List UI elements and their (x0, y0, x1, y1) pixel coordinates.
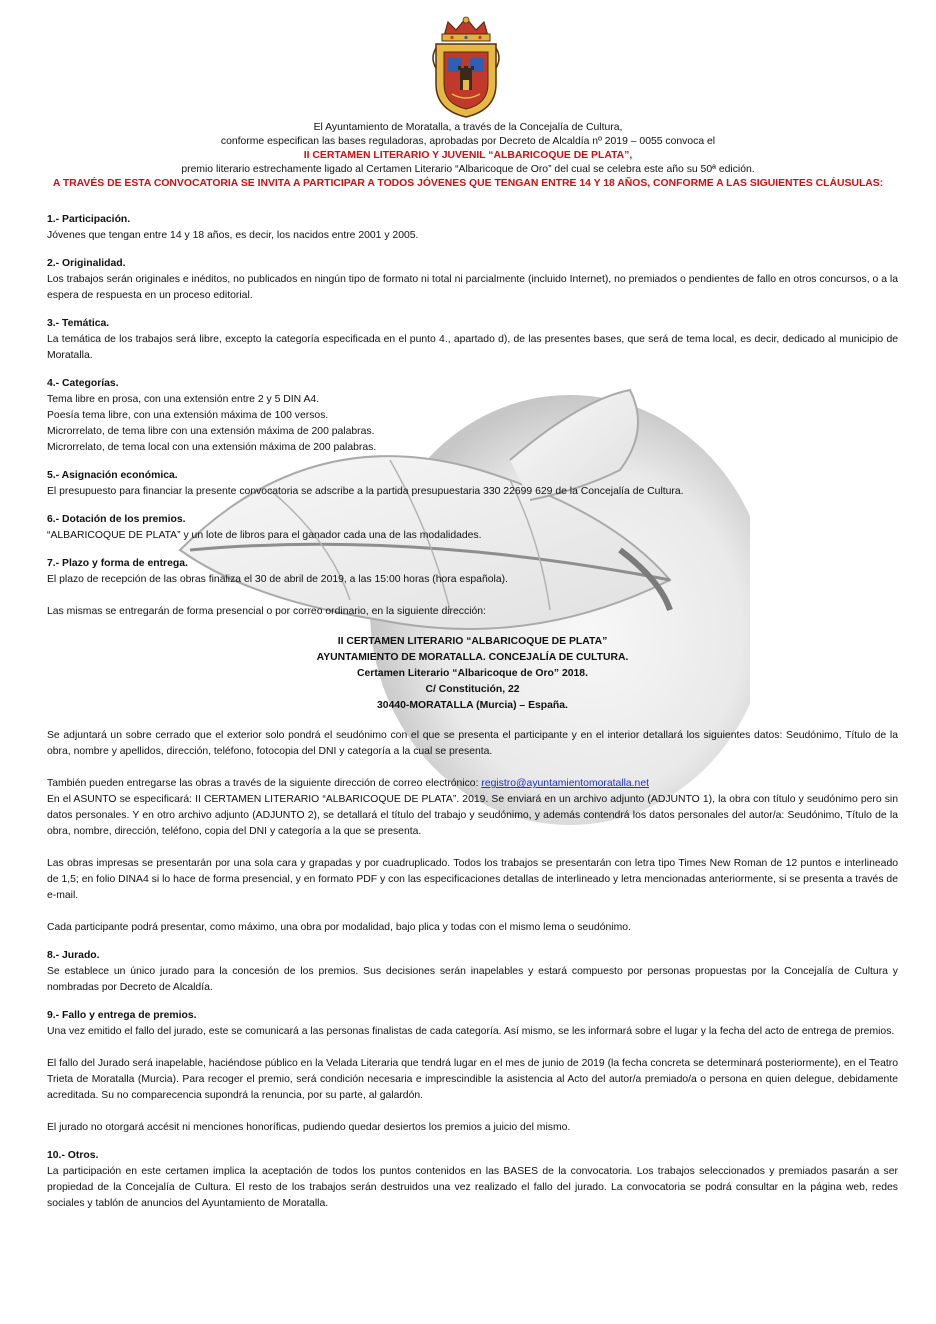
section-text: El jurado no otorgará accésit ni menciones honoríficas, pudiendo quedar desiertos los premios a juicio del mismo. (47, 1122, 571, 1133)
document-body (47, 212, 898, 1212)
section-title: 6.- Dotación de los premios. (47, 514, 186, 525)
address-line: AYUNTAMIENTO DE MORATALLA. CONCEJALÍA DE CULTURA. (316, 652, 629, 663)
document-header (0, 121, 936, 191)
section-title: 5.- Asignación económica. (47, 470, 178, 481)
email-intro: También pueden entregarse las obras a través de la siguiente dirección de correo electrónico: (47, 778, 479, 789)
address-line: C/ Constitución, 22 (425, 684, 520, 695)
email-link[interactable]: registro@ayuntamientomoratalla.net (481, 778, 650, 789)
section-text: Una vez emitido el fallo del jurado, este se comunicará a las personas finalistas de cada categoría. Así mismo, se les informará sobre el lugar y la fecha del acto de entrega de premios. (47, 1026, 895, 1037)
category-list (47, 392, 898, 456)
header-line-1: El Ayuntamiento de Moratalla, a través de la Concejalía de Cultura, (313, 122, 623, 133)
section-title: 10.- Otros. (47, 1150, 99, 1161)
section-text: El fallo del Jurado será inapelable, haciéndose público en la Velada Literaria que tendrá lugar en el mes de junio de 2019 (la fecha concreta se determinará posteriormente), en el Teatro Trieta de Moratalla (Murcia). Para recoger el premio, será condición necesaria e imprescindible la asistencia al Acto del autor/a premiado/a o persona en quien delegue, debidamente acreditada. Su no comparecencia supondrá la renuncia, por su parte, al galardón. (47, 1058, 898, 1101)
section-text: Se establece un único jurado para la concesión de los premios. Sus decisiones serán inapelables y estará compuesto por personas propuestas por la Concejalía de Cultura y nombradas por Decreto de Alcaldía. (47, 966, 898, 993)
header-line-2: conforme especifican las bases reguladoras, aprobadas por Decreto de Alcaldía nº 2019 – 0055 convoca el (220, 136, 716, 147)
section-title: 2.- Originalidad. (47, 258, 126, 269)
section-title: 4.- Categorías. (47, 378, 119, 389)
invitation-banner: A TRAVÉS DE ESTA CONVOCATORIA SE INVITA A PARTICIPAR A TODOS JÓVENES QUE TENGAN ENTRE 14 Y 18 AÑOS, CONFORME A LAS SIGUIENTES CLÁUSULAS: (52, 178, 884, 189)
section-text: El presupuesto para financiar la presente convocatoria se adscribe a la partida presupuestaria 330 22699 629 de la Concejalía de Cultura. (47, 486, 684, 497)
section-title: 7.- Plazo y forma de entrega. (47, 558, 188, 569)
coat-of-arms-icon (430, 14, 502, 120)
address-line: II CERTAMEN LITERARIO “ALBARICOQUE DE PLATA” (337, 636, 608, 647)
address-line: Certamen Literario “Albaricoque de Oro” 2018. (357, 668, 588, 679)
postal-address (47, 634, 898, 714)
section-text: Jóvenes que tengan entre 14 y 18 años, es decir, los nacidos entre 2001 y 2005. (47, 230, 419, 241)
list-item: Tema libre en prosa, con una extensión entre 2 y 5 DIN A4. (47, 394, 320, 405)
section-text: Se adjuntará un sobre cerrado que el exterior solo pondrá el seudónimo con el que se presenta el participante y en el interior detallará los siguientes datos: Seudónimo, Título de la obra, nombre y apellidos, dirección, teléfono, fotocopia del DNI y categoría a la cual se presenta. (47, 730, 898, 757)
section-text: Las obras impresas se presentarán por una sola cara y grapadas y por cuadruplicado. Todos los trabajos se presentarán con letra tipo Times New Roman de 12 puntos e interlineado de 1,5; en folio DINA4 si lo hace de forma presencial, y en formato PDF y con las especificaciones detallas de interlineado y letra mencionadas anteriormente, si se presenta a través de e-mail. (47, 858, 898, 901)
list-item: Poesía tema libre, con una extensión máxima de 100 versos. (47, 410, 329, 421)
section-text: Los trabajos serán originales e inéditos, no publicados en ningún tipo de formato ni total ni parcialmente (incluido Internet), no premiados o pendientes de fallo en otros concursos, o a la espera de respuesta en un proceso editorial. (47, 274, 898, 301)
list-item: Microrrelato, de tema libre con una extensión máxima de 200 palabras. (47, 426, 375, 437)
section-text: Las mismas se entregarán de forma presencial o por correo ordinario, en la siguiente dirección: (47, 606, 486, 617)
section-text: En el ASUNTO se especificará: II CERTAMEN LITERARIO “ALBARICOQUE DE PLATA”. 2019. Se enviará en un archivo adjunto (ADJUNTO 1), la obra con título y seudónimo pero sin datos personales. Y en otro archivo adjunto (ADJUNTO 2), se detallará el título del trabajo y seudónimo, y además contendrá los datos personales del autor/a: Seudónimo, Título de la obra, nombre, dirección, teléfono, copia del DNI y categoría a la que se presenta. (47, 794, 898, 837)
section-title: 8.- Jurado. (47, 950, 100, 961)
header-line-4: premio literario estrechamente ligado al Certamen Literario “Albaricoque de Oro” del cual se celebra este año su 50ª edición. (181, 164, 755, 175)
certamen-title: II CERTAMEN LITERARIO Y JUVENIL “ALBARICOQUE DE PLATA”, (303, 150, 633, 161)
list-item: Microrrelato, de tema local con una extensión máxima de 200 palabras. (47, 442, 377, 453)
section-title: 1.- Participación. (47, 214, 131, 225)
section-title: 9.- Fallo y entrega de premios. (47, 1010, 197, 1021)
section-text: La participación en este certamen implica la aceptación de todos los puntos contenidos en las BASES de la convocatoria. Los trabajos seleccionados y premiados pasarán a ser propiedad de la Concejalía de Cultura. El resto de los trabajos serán destruidos una vez realizado el fallo del jurado. La convocatoria se podrá consultar en la página web, redes sociales y tablón de anuncios del Ayuntamiento de Moratalla. (47, 1166, 898, 1209)
email-paragraph (47, 776, 898, 840)
section-title: 3.- Temática. (47, 318, 110, 329)
address-line: 30440-MORATALLA (Murcia) – España. (377, 700, 568, 711)
section-text: La temática de los trabajos será libre, excepto la categoría especificada en el punto 4., apartado d), de las presentes bases, que será de tema local, es decir, dedicado al municipio de Moratalla. (47, 334, 898, 361)
section-text: Cada participante podrá presentar, como máximo, una obra por modalidad, bajo plica y todas con el mismo lema o seudónimo. (47, 922, 631, 933)
section-text: El plazo de recepción de las obras finaliza el 30 de abril de 2019, a las 15:00 horas (hora española). (47, 574, 508, 585)
section-text: “ALBARICOQUE DE PLATA” y un lote de libros para el ganador cada una de las modalidades. (47, 530, 482, 541)
